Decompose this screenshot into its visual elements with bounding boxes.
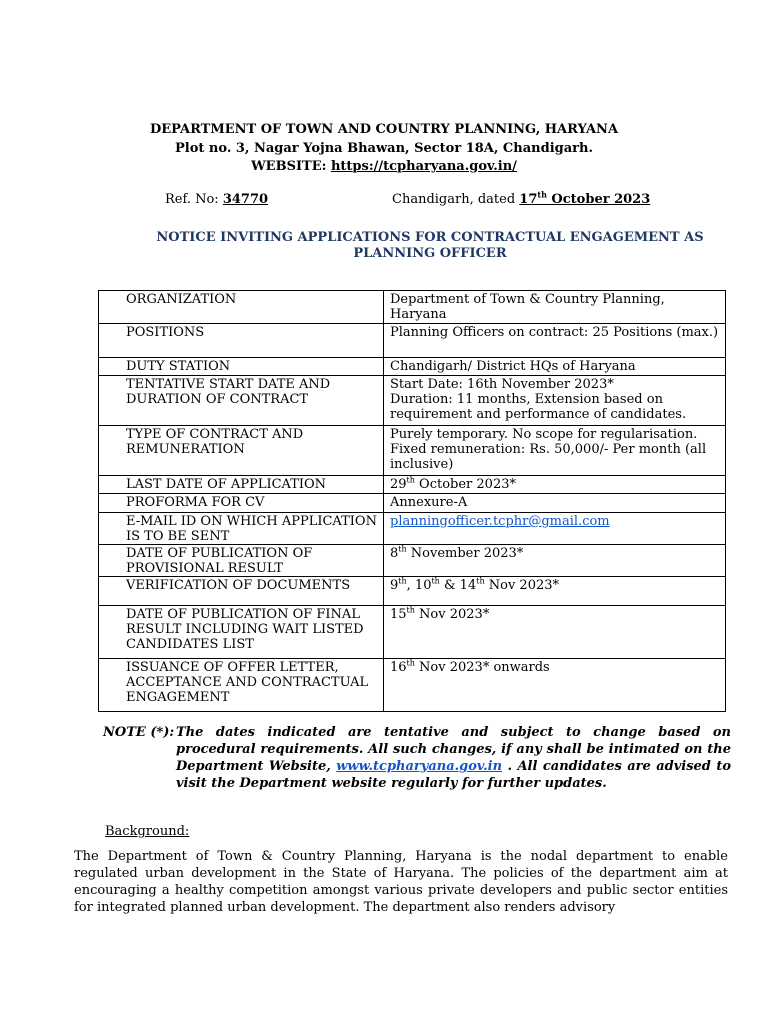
background-heading: Background: [105,824,190,839]
document-date [392,189,651,207]
date-value: 17th October 2023 [519,189,651,207]
row-value: Planning Officers on contract: 25 Positions (max.) [384,324,726,358]
background-paragraph: The Department of Town & Country Planning, Haryana is the nodal department to enable regulated urban development in the State of Haryana. The policies of the department aim at encouraging a healthy competition amongst various private developers and public sector entities for integrated planned urban development. The department also renders advisory [74,849,728,915]
note-text: The dates indicated are tentative and subject to change based on procedural requirements. All such changes, if any shall be intimated on the Department Website, www.tcpharyana.gov.in . All candidates are advised to visit the Department website regularly for further updates. [176,725,731,791]
table-row [99,476,726,494]
table-row [99,577,726,606]
notice-title [130,230,730,262]
table-row [99,291,726,324]
department-name: DEPARTMENT OF TOWN AND COUNTRY PLANNING, HARYANA [149,122,619,137]
row-label: ISSUANCE OF OFFER LETTER, ACCEPTANCE AND CONTRACTUAL ENGAGEMENT [99,659,384,712]
row-label: E-MAIL ID ON WHICH APPLICATION IS TO BE SENT [99,513,384,545]
notice-title-line2: PLANNING OFFICER [353,246,507,261]
row-value: 8th November 2023* [384,545,726,577]
row-value: Purely temporary. No scope for regularisation. Fixed remuneration: Rs. 50,000/- Per month (all inclusive) [384,426,726,476]
row-value: 9th, 10th & 14th Nov 2023* [384,577,726,606]
engagement-details-table [98,290,726,712]
department-address: Plot no. 3, Nagar Yojna Bhawan, Sector 18A, Chandigarh. [175,141,593,156]
row-label: DATE OF PUBLICATION OF FINAL RESULT INCLUDING WAIT LISTED CANDIDATES LIST [99,606,384,659]
table-row [99,426,726,476]
note-block [103,724,731,792]
table-row [99,545,726,577]
row-value: Department of Town & Country Planning, Haryana [384,291,726,324]
ref-label: Ref. No: [165,192,223,207]
table-row [99,513,726,545]
note-label: NOTE (*): [103,725,175,740]
row-value: 16th Nov 2023* onwards [384,659,726,712]
row-value: Annexure-A [384,494,726,513]
table-row [99,358,726,376]
row-label: TYPE OF CONTRACT AND REMUNERATION [99,426,384,476]
row-value: Start Date: 16th November 2023* Duration: 11 months, Extension based on requirement and performance of candidates. [384,376,726,426]
department-website-link[interactable]: www.tcpharyana.gov.in [336,759,503,774]
email-link[interactable]: planningofficer.tcphr@gmail.com [390,514,610,529]
row-label: VERIFICATION OF DOCUMENTS [99,577,384,606]
website-line [0,159,768,174]
ref-value: 34770 [222,192,269,207]
table-row [99,376,726,426]
row-label: PROFORMA FOR CV [99,494,384,513]
table-row [99,606,726,659]
table-row [99,659,726,712]
row-label: DUTY STATION [99,358,384,376]
notice-title-line1: NOTICE INVITING APPLICATIONS FOR CONTRACTUAL ENGAGEMENT AS [156,230,704,245]
row-label: ORGANIZATION [99,291,384,324]
row-label: DATE OF PUBLICATION OF PROVISIONAL RESULT [99,545,384,577]
reference-number [165,192,268,207]
row-value [384,513,726,545]
table-row [99,494,726,513]
row-value: 15th Nov 2023* [384,606,726,659]
dated-label: Chandigarh, dated [392,192,520,207]
row-label: LAST DATE OF APPLICATION [99,476,384,494]
row-label: TENTATIVE START DATE AND DURATION OF CONTRACT [99,376,384,426]
row-value: Chandigarh/ District HQs of Haryana [384,358,726,376]
table-row [99,324,726,358]
website-label: WEBSITE: [251,159,331,174]
row-label: POSITIONS [99,324,384,358]
website-link[interactable]: https://tcpharyana.gov.in/ [330,159,517,174]
row-value: 29th October 2023* [384,476,726,494]
